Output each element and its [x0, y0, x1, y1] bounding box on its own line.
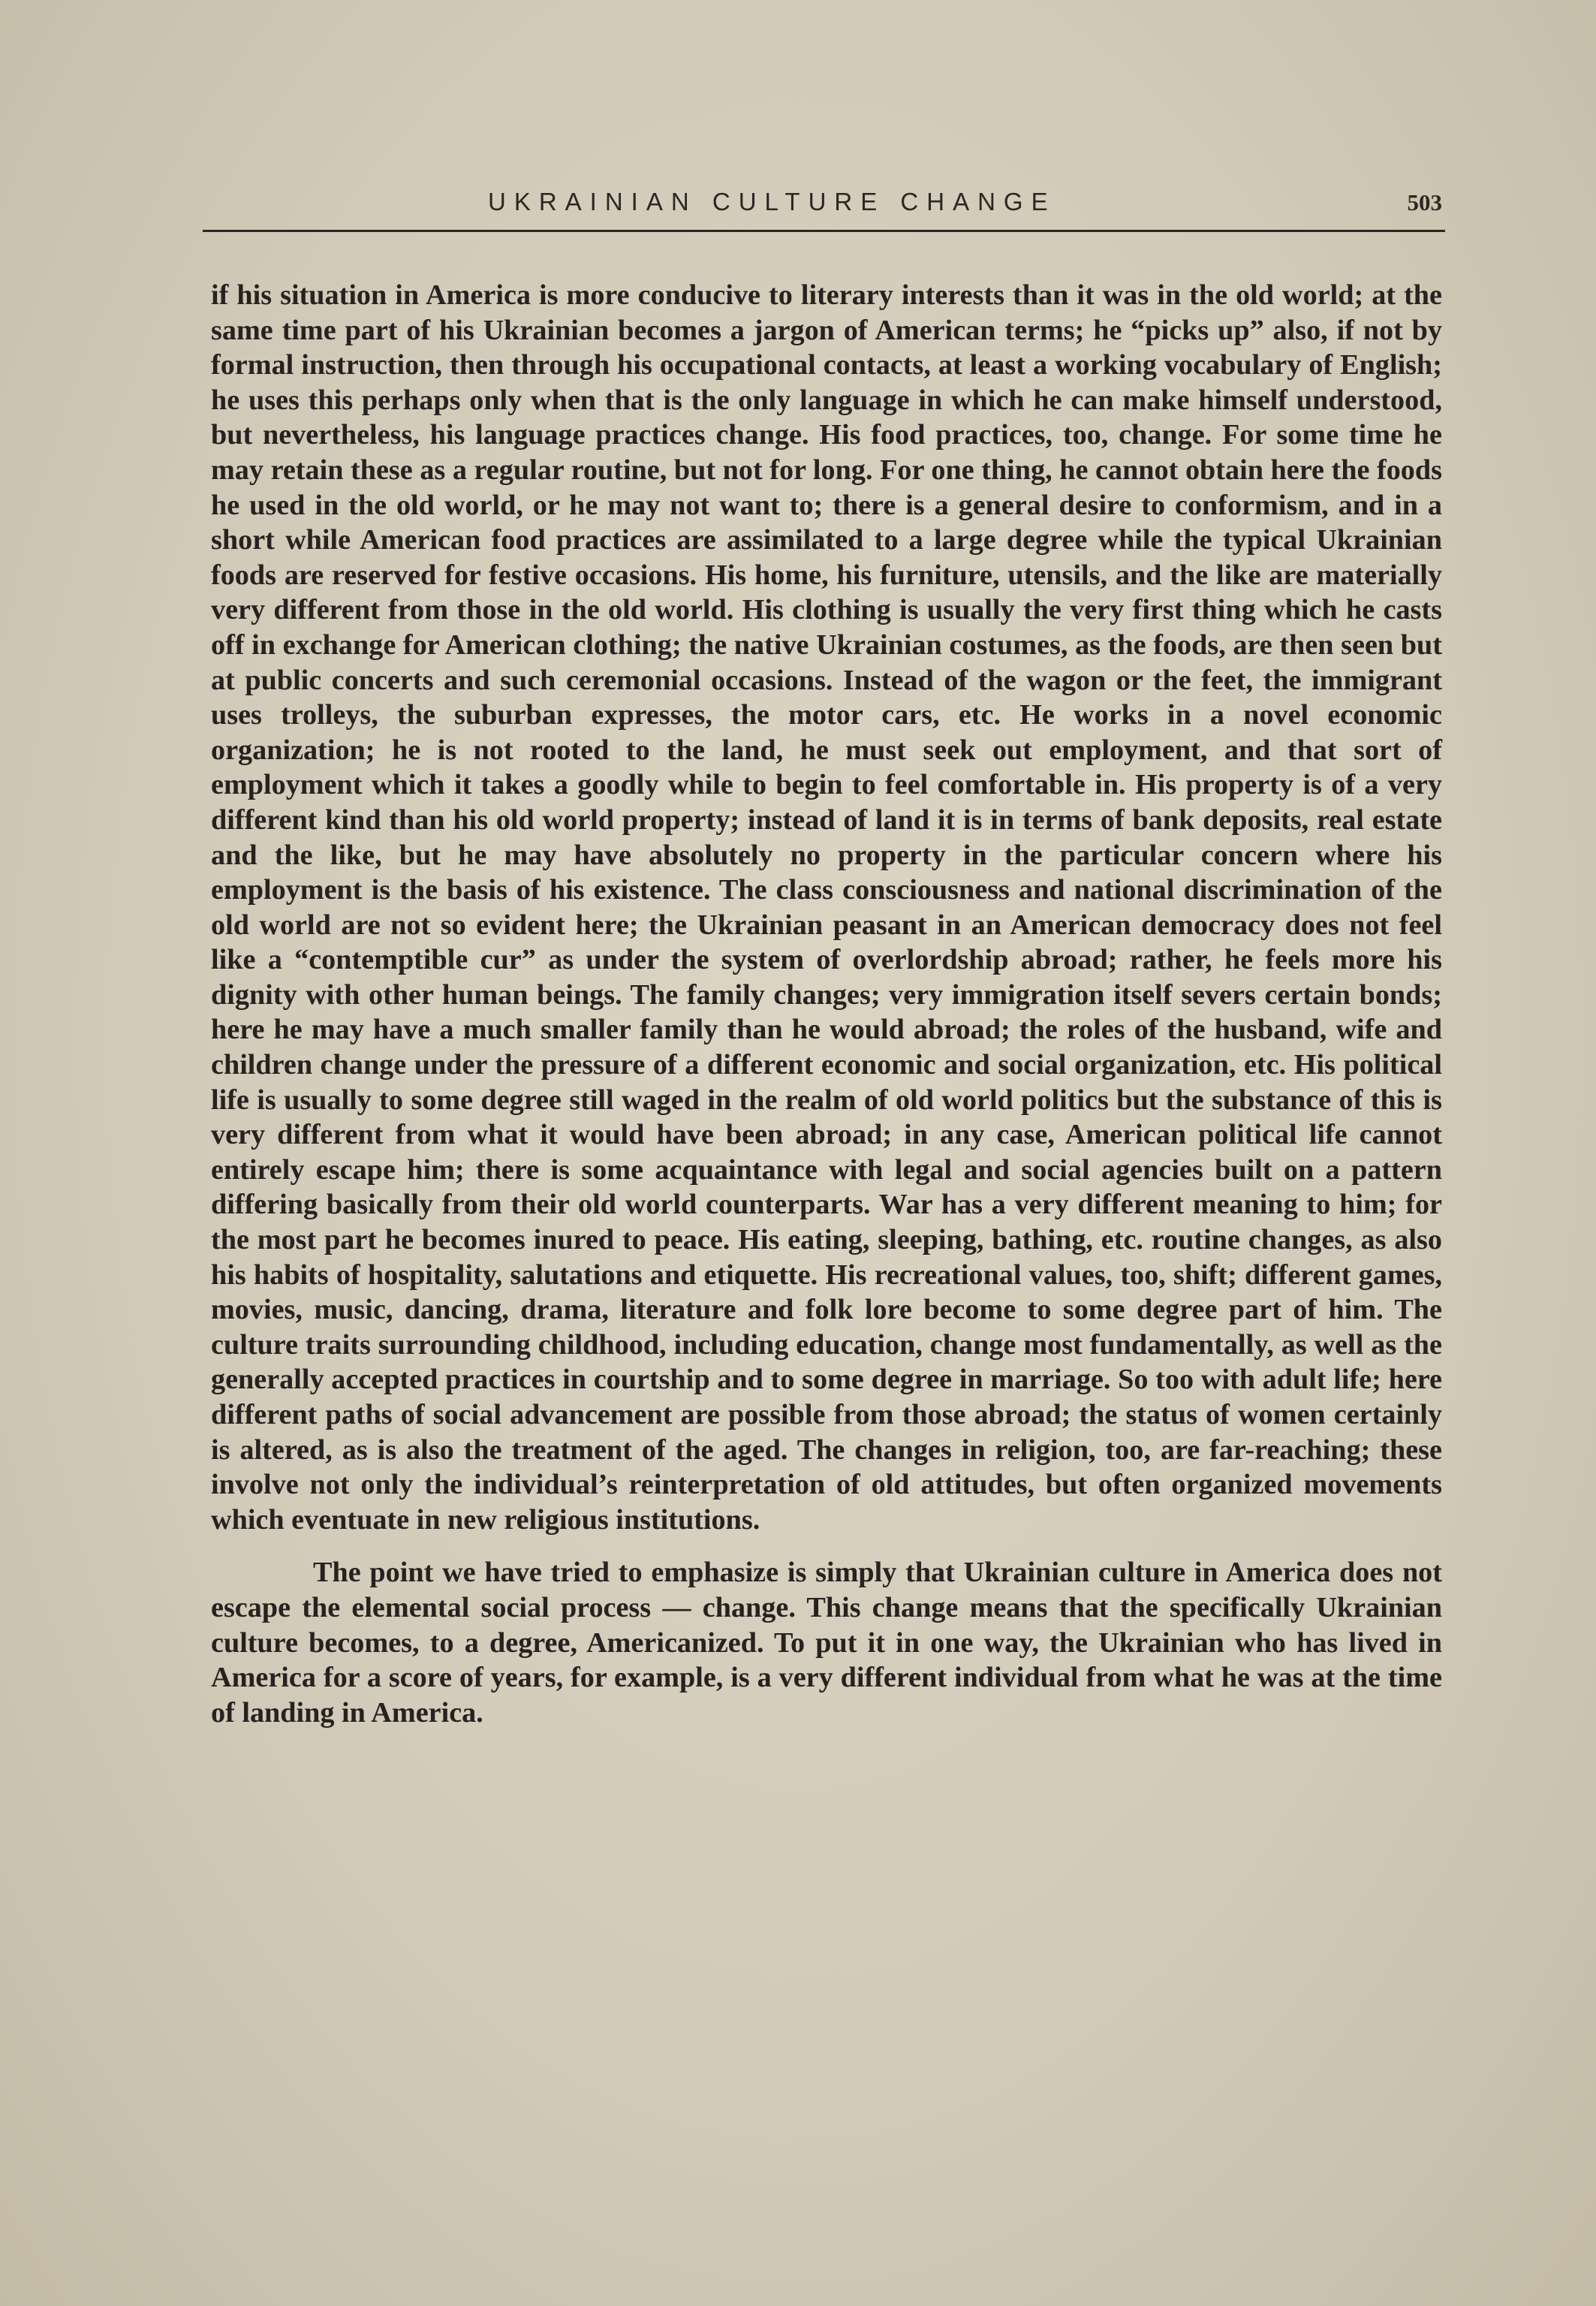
page-header [203, 185, 1445, 232]
body-text [211, 278, 1442, 1730]
running-title: UKRAINIAN CULTURE CHANGE [488, 188, 1056, 216]
page-number: 503 [1407, 189, 1442, 216]
paragraph-1: if his situation in America is more conducive to literary interests than it was in the old world; at the same time part of his Ukrainian becomes a jargon of American terms; he “picks up” also, if not by formal instruction, then through his occupational contacts, at least a working vocabulary of English; he uses this perhaps only when that is the only language in which he can make himself understood, but nevertheless, his language practices change. His food practices, too, change. For some time he may retain these as a regular routine, but not for long. For one thing, he cannot obtain here the foods he used in the old world, or he may not want to; there is a general desire to conformism, and in a short while American food practices are assimilated to a large degree while the typical Ukrainian foods are reserved for festive occasions. His home, his furniture, utensils, and the like are materially very different from those in the old world. His clothing is usually the very first thing which he casts off in exchange for American clothing; the native Ukrainian costumes, as the foods, are then seen but at public concerts and such ceremonial occasions. Instead of the wagon or the feet, the immigrant uses trolleys, the suburban expresses, the motor cars, etc. He works in a novel economic organization; he is not rooted to the land, he must seek out employment, and that sort of employment which it takes a goodly while to begin to feel comfortable in. His property is of a very different kind than his old world property; instead of land it is in terms of bank deposits, real estate and the like, but he may have absolutely no property in the particular concern where his employment is the basis of his existence. The class consciousness and national discrimination of the old world are not so evident here; the Ukrainian peasant in an American democracy does not feel like a “contemptible cur” as under the system of overlordship abroad; rather, he feels more his dignity with other human beings. The family changes; very immigration itself severs certain bonds; here he may have a much smaller family than he would abroad; the roles of the husband, wife and children change under the pressure of a different economic and social organization, etc. His political life is usually to some degree still waged in the realm of old world politics but the substance of this is very different from what it would have been abroad; in any case, American political life cannot entirely escape him; there is some acquaintance with legal and social agencies built on a pattern differing basically from their old world counterparts. War has a very different meaning to him; for the most part he becomes inured to peace. His eating, sleeping, bathing, etc. routine changes, as also his habits of hospitality, salutations and etiquette. His recreational values, too, shift; different games, movies, music, dancing, drama, literature and folk lore become to some degree part of him. The culture traits surrounding childhood, including education, change most fundamentally, as well as the generally accepted practices in courtship and to some degree in marriage. So too with adult life; here different paths of social advancement are possible from those abroad; the status of women certainly is altered, as is also the treatment of the aged. The changes in religion, too, are far-reaching; these involve not only the individual’s reinterpretation of old attitudes, but often organized movements which eventuate in new religious institutions. [211, 279, 1442, 1536]
paragraph-2: The point we have tried to emphasize is simply that Ukrainian culture in America does not escape the elemental social process — change. This change means that the specifically Ukrainian culture becomes, to a degree, Americanized. To put it in one way, the Ukrainian who has lived in America for a score of years, for example, is a very different individual from what he was at the time of landing in America. [211, 1557, 1442, 1729]
